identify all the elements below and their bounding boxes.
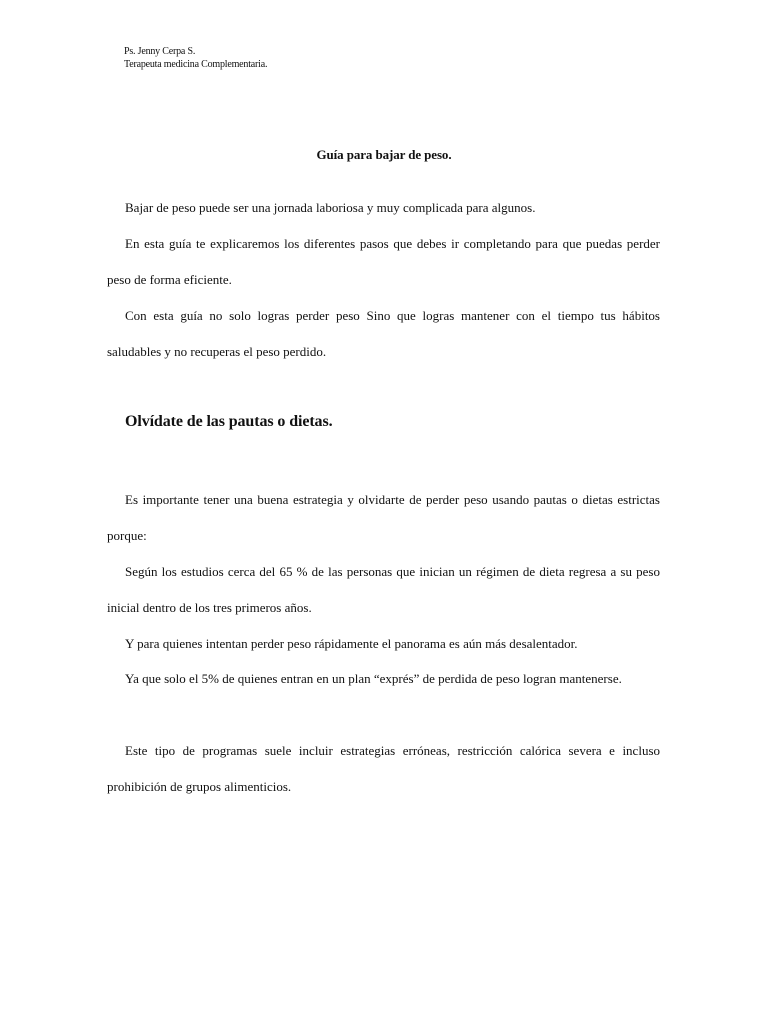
intro-paragraph: En esta guía te explicaremos los diferentes pasos que debes ir completando para que puedas perder peso de forma eficiente.	[107, 236, 660, 287]
intro-paragraph: Con esta guía no solo logras perder peso Sino que logras mantener con el tiempo tus hábitos saludables y no recuperas el peso perdido.	[107, 308, 660, 359]
section-paragraph: Este tipo de programas suele incluir estrategias erróneas, restricción calórica severa e incluso prohibición de grupos alimenticios.	[107, 743, 660, 794]
section-heading: Olvídate de las pautas o dietas.	[125, 413, 333, 430]
section-paragraph: Es importante tener una buena estrategia y olvidarte de perder peso usando pautas o dietas estrictas porque:	[107, 492, 660, 543]
section-paragraph: Según los estudios cerca del 65 % de las personas que inician un régimen de dieta regresa a su peso inicial dentro de los tres primeros años.	[107, 564, 660, 615]
section-paragraph: Y para quienes intentan perder peso rápidamente el panorama es aún más desalentador.	[125, 636, 578, 651]
author-role: Terapeuta medicina Complementaria.	[124, 59, 268, 70]
document-title: Guía para bajar de peso.	[316, 147, 452, 162]
intro-paragraph: Bajar de peso puede ser una jornada laboriosa y muy complicada para algunos.	[125, 200, 536, 215]
document-header	[124, 45, 267, 71]
section-paragraph: Ya que solo el 5% de quienes entran en un plan “exprés” de perdida de peso logran mantenerse.	[125, 671, 622, 686]
author-name: Ps. Jenny Cerpa S.	[124, 46, 196, 57]
